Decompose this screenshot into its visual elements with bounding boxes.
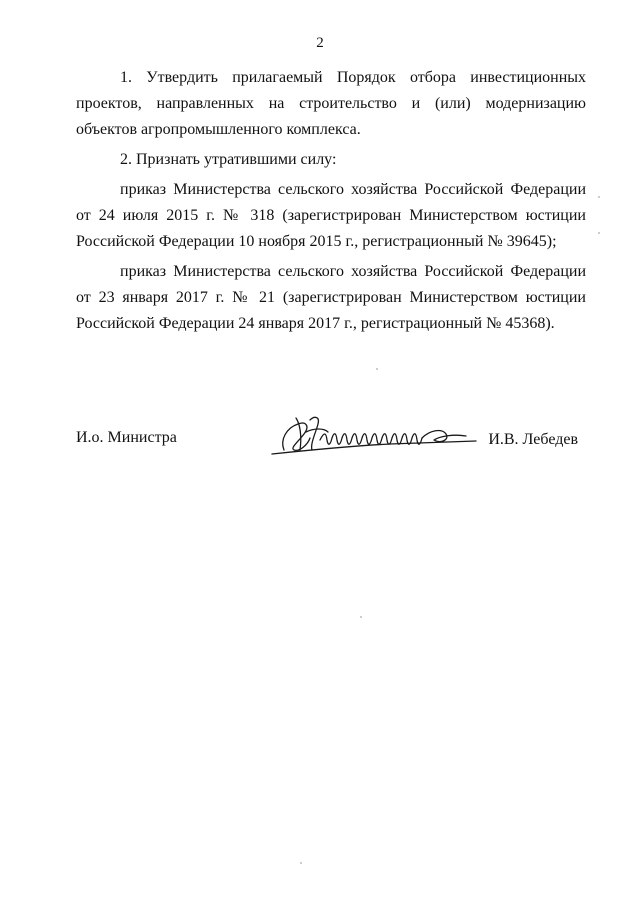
signer-title: И.о. Министра [76, 429, 177, 446]
handwritten-signature [270, 410, 480, 466]
paragraph-order-21: приказ Министерства сельского хозяйства Российской Федерации от 23 января 2017 г. № 21 (зарегистрирован Министерством юстиции Российской Федерации 24 января 2017 г., регистрационный № 45368). [76, 263, 586, 332]
scan-speck [598, 232, 600, 234]
scan-speck [300, 862, 302, 864]
scan-speck [376, 368, 378, 370]
signer-name: И.В. Лебедев [488, 431, 578, 448]
scan-speck [598, 196, 600, 198]
scan-speck [360, 616, 362, 618]
paragraph-order-318: приказ Министерства сельского хозяйства Российской Федерации от 24 июля 2015 г. № 318 (зарегистрирован Министерством юстиции Российской Федерации 10 ноября 2015 г., регистрационный № 39645); [76, 181, 586, 250]
signature-block [76, 410, 586, 470]
paragraph-approve-procedure: 1. Утвердить прилагаемый Порядок отбора инвестиционных проектов, направленных на строительство и (или) модернизацию объектов агропромышленного комплекса. [76, 69, 586, 138]
document-body [76, 65, 586, 337]
paragraph-declare-invalid: 2. Признать утратившими силу: [120, 151, 337, 168]
page-number: 2 [316, 35, 324, 51]
